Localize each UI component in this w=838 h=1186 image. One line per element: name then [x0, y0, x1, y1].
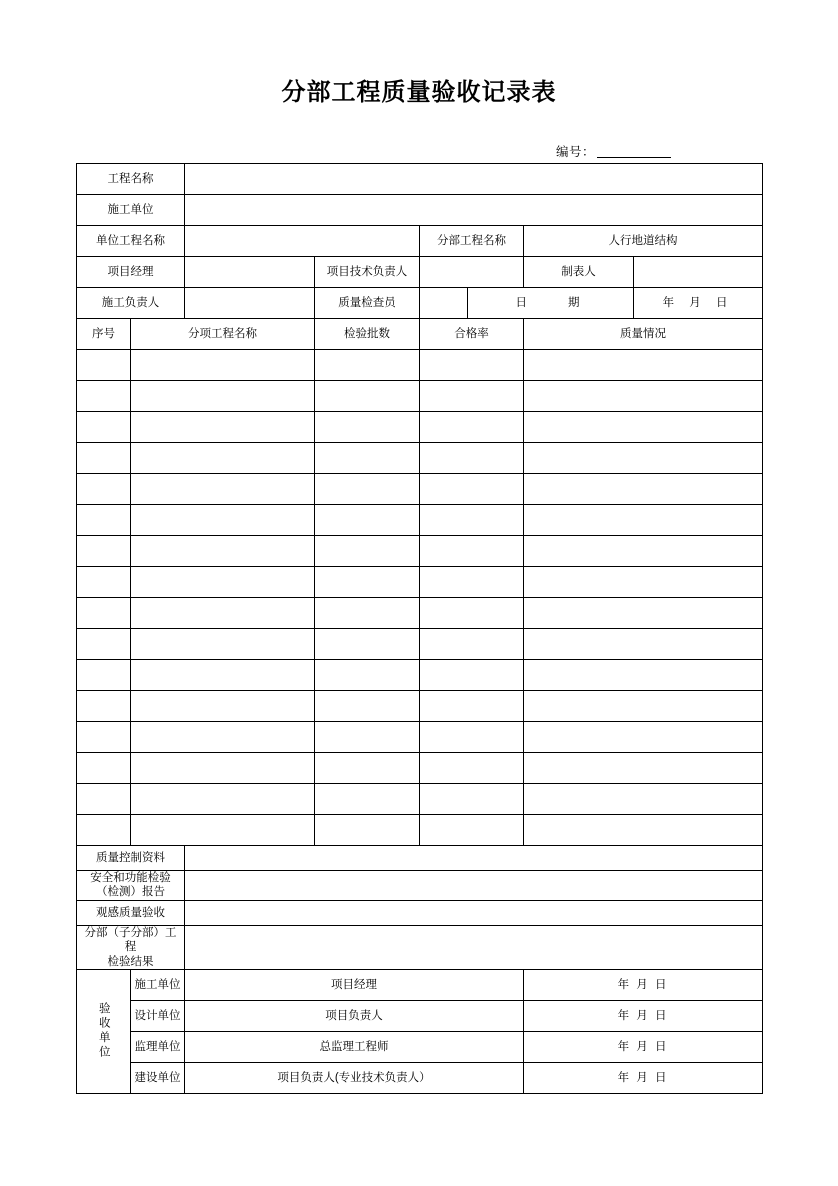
cell-subproject-name[interactable] — [131, 629, 315, 660]
document-number-blank[interactable] — [597, 157, 671, 158]
table-row — [77, 536, 763, 567]
cell-subproject-name[interactable] — [131, 443, 315, 474]
value-construction-unit[interactable] — [185, 195, 763, 226]
cell-batches[interactable] — [315, 753, 420, 784]
cell-no[interactable] — [77, 691, 131, 722]
cell-subproject-name[interactable] — [131, 660, 315, 691]
cell-subproject-name[interactable] — [131, 505, 315, 536]
cell-batches[interactable] — [315, 505, 420, 536]
cell-pass-rate[interactable] — [420, 660, 524, 691]
cell-batches[interactable] — [315, 629, 420, 660]
table-row — [77, 443, 763, 474]
table-row-unit-project — [77, 226, 763, 257]
cell-quality[interactable] — [524, 536, 763, 567]
cell-no[interactable] — [77, 474, 131, 505]
acceptance-unit-supervision: 监理单位 — [131, 1031, 185, 1062]
cell-batches[interactable] — [315, 567, 420, 598]
acceptance-date-design[interactable]: 年 月 日 — [524, 1000, 763, 1031]
label-line-2: （检测）报告 — [96, 886, 165, 899]
cell-subproject-name[interactable] — [131, 722, 315, 753]
cell-pass-rate[interactable] — [420, 722, 524, 753]
cell-batches[interactable] — [315, 350, 420, 381]
cell-quality[interactable] — [524, 598, 763, 629]
cell-quality[interactable] — [524, 443, 763, 474]
label-line-1: 分部（子分部）工程 — [84, 926, 177, 954]
document-number-label: 编号： — [556, 145, 596, 159]
cell-subproject-name[interactable] — [131, 784, 315, 815]
col-header-no: 序号 — [77, 319, 131, 350]
value-quality-inspector[interactable] — [420, 288, 468, 319]
cell-quality[interactable] — [524, 660, 763, 691]
value-date[interactable]: 年 月 日 — [634, 288, 763, 319]
label-project-name: 工程名称 — [77, 164, 185, 195]
value-site-leader[interactable] — [185, 288, 315, 319]
label-division-project-name: 分部工程名称 — [420, 226, 524, 257]
cell-subproject-name[interactable] — [131, 691, 315, 722]
cell-no[interactable] — [77, 381, 131, 412]
cell-quality[interactable] — [524, 629, 763, 660]
cell-no[interactable] — [77, 536, 131, 567]
acceptance-date-supervision[interactable]: 年 月 日 — [524, 1031, 763, 1062]
table-row — [77, 815, 763, 846]
table-row — [77, 784, 763, 815]
value-unit-project-name[interactable] — [185, 226, 420, 257]
cell-batches[interactable] — [315, 381, 420, 412]
cell-no[interactable] — [77, 753, 131, 784]
col-header-quality: 质量情况 — [524, 319, 763, 350]
value-visual-quality[interactable] — [185, 900, 763, 925]
cell-quality[interactable] — [524, 815, 763, 846]
cell-no[interactable] — [77, 505, 131, 536]
table-row — [77, 350, 763, 381]
cell-quality[interactable] — [524, 412, 763, 443]
cell-subproject-name[interactable] — [131, 381, 315, 412]
value-safety-function-test[interactable] — [185, 871, 763, 901]
cell-pass-rate[interactable] — [420, 753, 524, 784]
table-row — [77, 412, 763, 443]
table-row — [77, 381, 763, 412]
label-division-result — [77, 925, 185, 969]
cell-quality[interactable] — [524, 567, 763, 598]
cell-subproject-name[interactable] — [131, 412, 315, 443]
cell-quality[interactable] — [524, 722, 763, 753]
table-row — [77, 629, 763, 660]
label-tech-leader: 项目技术负责人 — [315, 257, 420, 288]
cell-batches[interactable] — [315, 784, 420, 815]
table-row-acceptance-supervision — [77, 1031, 763, 1062]
cell-no[interactable] — [77, 598, 131, 629]
cell-subproject-name[interactable] — [131, 536, 315, 567]
acceptance-unit-design: 设计单位 — [131, 1000, 185, 1031]
label-unit-project-name: 单位工程名称 — [77, 226, 185, 257]
acceptance-role-supervision: 总监理工程师 — [185, 1031, 524, 1062]
label-date: 日 期 — [468, 288, 634, 319]
label-quality-inspector: 质量检查员 — [315, 288, 420, 319]
cell-pass-rate[interactable] — [420, 443, 524, 474]
cell-subproject-name[interactable] — [131, 815, 315, 846]
table-row-site-leader — [77, 288, 763, 319]
cell-pass-rate[interactable] — [420, 784, 524, 815]
value-project-name[interactable] — [185, 164, 763, 195]
cell-quality[interactable] — [524, 350, 763, 381]
acceptance-role-construction: 项目经理 — [185, 969, 524, 1000]
cell-pass-rate[interactable] — [420, 412, 524, 443]
col-header-subproject-name: 分项工程名称 — [131, 319, 315, 350]
col-header-pass-rate: 合格率 — [420, 319, 524, 350]
table-row — [77, 505, 763, 536]
cell-batches[interactable] — [315, 474, 420, 505]
cell-pass-rate[interactable] — [420, 350, 524, 381]
table-row-safety-function-test — [77, 871, 763, 901]
cell-batches[interactable] — [315, 691, 420, 722]
table-row-quality-control-docs — [77, 846, 763, 871]
value-form-maker[interactable] — [634, 257, 763, 288]
table-row — [77, 691, 763, 722]
table-row-project-name — [77, 164, 763, 195]
value-division-project-name[interactable]: 人行地道结构 — [524, 226, 763, 257]
cell-no[interactable] — [77, 722, 131, 753]
cell-batches[interactable] — [315, 722, 420, 753]
cell-pass-rate[interactable] — [420, 505, 524, 536]
cell-no[interactable] — [77, 412, 131, 443]
value-quality-control-docs[interactable] — [185, 846, 763, 871]
table-row-division-result — [77, 925, 763, 969]
cell-subproject-name[interactable] — [131, 474, 315, 505]
table-row-construction-unit — [77, 195, 763, 226]
col-header-batches: 检验批数 — [315, 319, 420, 350]
label-line-1: 安全和功能检验 — [90, 872, 171, 884]
table-header-row — [77, 319, 763, 350]
acceptance-record-table — [76, 163, 763, 1094]
acceptance-date-owner[interactable]: 年 月 日 — [524, 1062, 763, 1093]
table-row-project-manager — [77, 257, 763, 288]
cell-subproject-name[interactable] — [131, 350, 315, 381]
label-project-manager: 项目经理 — [77, 257, 185, 288]
cell-quality[interactable] — [524, 784, 763, 815]
table-row — [77, 598, 763, 629]
cell-no[interactable] — [77, 629, 131, 660]
cell-batches[interactable] — [315, 443, 420, 474]
cell-pass-rate[interactable] — [420, 536, 524, 567]
label-site-leader: 施工负责人 — [77, 288, 185, 319]
cell-no[interactable] — [77, 660, 131, 691]
cell-no[interactable] — [77, 443, 131, 474]
table-row — [77, 722, 763, 753]
cell-pass-rate[interactable] — [420, 598, 524, 629]
label-safety-function-test — [77, 871, 185, 901]
acceptance-date-construction[interactable]: 年 月 日 — [524, 969, 763, 1000]
value-project-manager[interactable] — [185, 257, 315, 288]
cell-batches[interactable] — [315, 815, 420, 846]
cell-batches[interactable] — [315, 412, 420, 443]
cell-batches[interactable] — [315, 536, 420, 567]
page-title: 分部工程质量验收记录表 — [281, 77, 557, 106]
acceptance-role-design: 项目负责人 — [185, 1000, 524, 1031]
cell-batches[interactable] — [315, 660, 420, 691]
cell-quality[interactable] — [524, 505, 763, 536]
label-form-maker: 制表人 — [524, 257, 634, 288]
label-acceptance-units: 验收单位 — [77, 969, 131, 1093]
table-row-acceptance-design — [77, 1000, 763, 1031]
cell-pass-rate[interactable] — [420, 691, 524, 722]
table-row — [77, 753, 763, 784]
table-row — [77, 660, 763, 691]
label-line-2: 检验结果 — [107, 955, 154, 968]
cell-no[interactable] — [77, 815, 131, 846]
cell-quality[interactable] — [524, 753, 763, 784]
acceptance-unit-construction: 施工单位 — [131, 969, 185, 1000]
cell-subproject-name[interactable] — [131, 753, 315, 784]
cell-quality[interactable] — [524, 474, 763, 505]
cell-no[interactable] — [77, 784, 131, 815]
table-row-acceptance-owner — [77, 1062, 763, 1093]
cell-pass-rate[interactable] — [420, 815, 524, 846]
table-row — [77, 567, 763, 598]
cell-subproject-name[interactable] — [131, 567, 315, 598]
value-division-result[interactable] — [185, 925, 763, 969]
label-construction-unit: 施工单位 — [77, 195, 185, 226]
table-row-visual-quality — [77, 900, 763, 925]
cell-pass-rate[interactable] — [420, 381, 524, 412]
cell-pass-rate[interactable] — [420, 629, 524, 660]
value-tech-leader[interactable] — [420, 257, 524, 288]
cell-quality[interactable] — [524, 381, 763, 412]
table-row — [77, 474, 763, 505]
table-row-acceptance-construction — [77, 969, 763, 1000]
cell-pass-rate[interactable] — [420, 567, 524, 598]
label-quality-control-docs: 质量控制资料 — [77, 846, 185, 871]
cell-subproject-name[interactable] — [131, 598, 315, 629]
document-number — [556, 142, 671, 160]
acceptance-role-owner: 项目负责人(专业技术负责人） — [185, 1062, 524, 1093]
cell-no[interactable] — [77, 350, 131, 381]
cell-pass-rate[interactable] — [420, 474, 524, 505]
label-visual-quality: 观感质量验收 — [77, 900, 185, 925]
cell-no[interactable] — [77, 567, 131, 598]
cell-quality[interactable] — [524, 691, 763, 722]
acceptance-unit-owner: 建设单位 — [131, 1062, 185, 1093]
cell-batches[interactable] — [315, 598, 420, 629]
